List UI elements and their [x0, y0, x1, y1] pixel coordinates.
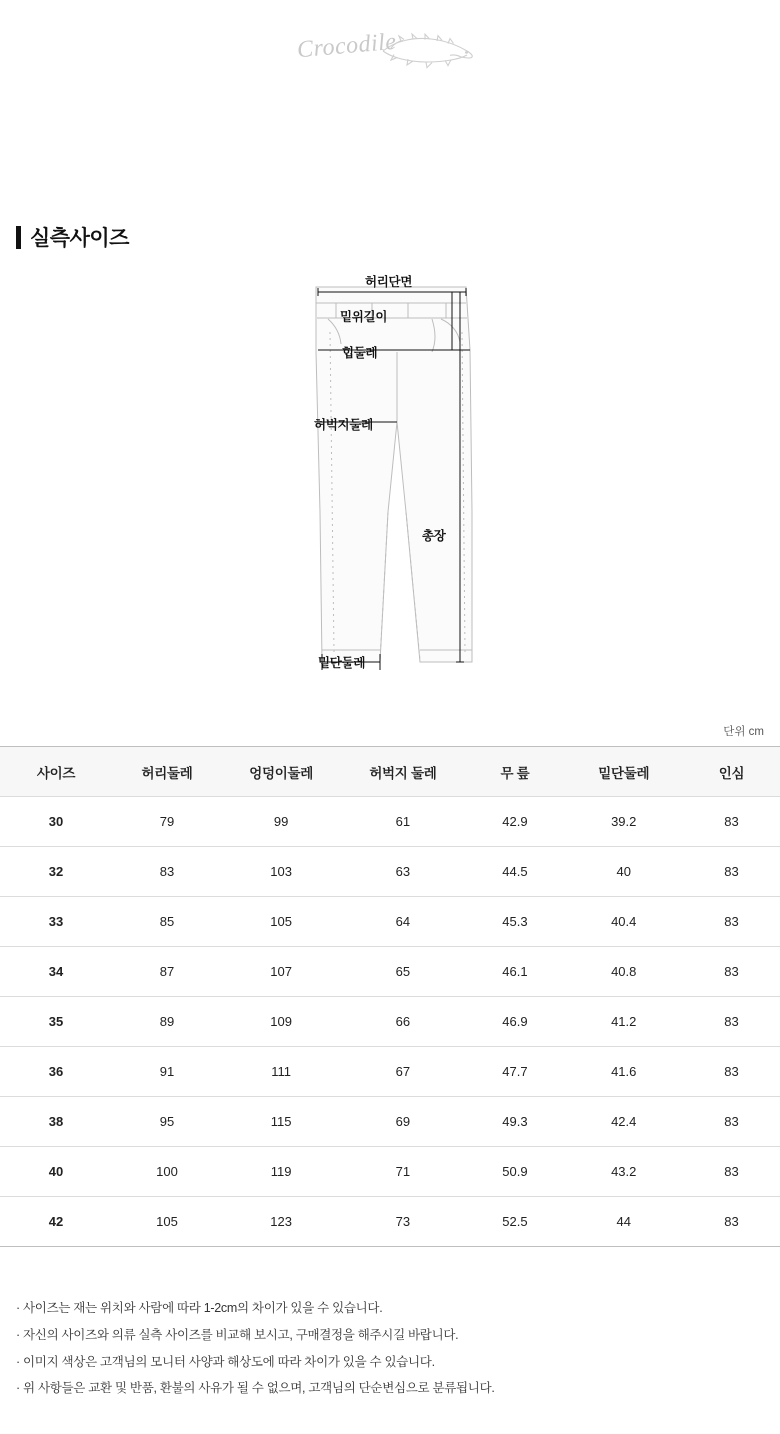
cell-hip: 103 [222, 847, 341, 897]
cell-thigh: 61 [340, 797, 465, 847]
cell-size: 42 [0, 1197, 112, 1247]
cell-waist: 85 [112, 897, 222, 947]
diagram-label-hem: 밑단둘레 [318, 656, 366, 670]
cell-waist: 89 [112, 997, 222, 1047]
cell-thigh: 66 [340, 997, 465, 1047]
cell-hem: 41.2 [564, 997, 683, 1047]
cell-size: 30 [0, 797, 112, 847]
cell-inseam: 83 [683, 897, 780, 947]
cell-hem: 42.4 [564, 1097, 683, 1147]
cell-knee: 46.1 [465, 947, 564, 997]
cell-thigh: 69 [340, 1097, 465, 1147]
pants-illustration [0, 262, 780, 712]
column-header-waist: 허리둘레 [112, 747, 222, 797]
page-title [16, 222, 129, 252]
cell-inseam: 83 [683, 1197, 780, 1247]
table-row [0, 1097, 780, 1147]
cell-hip: 107 [222, 947, 341, 997]
cell-waist: 105 [112, 1197, 222, 1247]
cell-hem: 41.6 [564, 1047, 683, 1097]
table-row [0, 897, 780, 947]
cell-inseam: 83 [683, 947, 780, 997]
cell-thigh: 63 [340, 847, 465, 897]
cell-knee: 50.9 [465, 1147, 564, 1197]
table-row [0, 1197, 780, 1247]
cell-waist: 91 [112, 1047, 222, 1097]
table-row [0, 1047, 780, 1097]
cell-thigh: 73 [340, 1197, 465, 1247]
note-item: · 사이즈는 재는 위치와 사람에 따라 1-2cm의 차이가 있을 수 있습니다. [16, 1301, 383, 1315]
table-row [0, 997, 780, 1047]
cell-hip: 105 [222, 897, 341, 947]
cell-inseam: 83 [683, 1147, 780, 1197]
title-accent-bar [16, 226, 21, 249]
cell-hem: 44 [564, 1197, 683, 1247]
cell-thigh: 64 [340, 897, 465, 947]
cell-thigh: 71 [340, 1147, 465, 1197]
cell-knee: 49.3 [465, 1097, 564, 1147]
cell-knee: 42.9 [465, 797, 564, 847]
cell-size: 35 [0, 997, 112, 1047]
table-row [0, 847, 780, 897]
cell-size: 36 [0, 1047, 112, 1097]
note-item: · 위 사항들은 교환 및 반품, 환불의 사유가 될 수 없으며, 고객님의 단순변심으로 분류됩니다. [16, 1381, 495, 1396]
cell-hip: 115 [222, 1097, 341, 1147]
unit-note: 단위 cm [723, 726, 764, 738]
cell-waist: 79 [112, 797, 222, 847]
cell-hip: 99 [222, 797, 341, 847]
cell-inseam: 83 [683, 847, 780, 897]
column-header-inseam: 인심 [683, 747, 780, 797]
cell-size: 40 [0, 1147, 112, 1197]
cell-hip: 119 [222, 1147, 341, 1197]
cell-hip: 123 [222, 1197, 341, 1247]
size-chart-table [0, 746, 780, 1247]
cell-size: 33 [0, 897, 112, 947]
diagram-label-thigh: 허벅지둘레 [314, 418, 373, 432]
cell-inseam: 83 [683, 997, 780, 1047]
cell-thigh: 67 [340, 1047, 465, 1097]
cell-knee: 46.9 [465, 997, 564, 1047]
column-header-knee: 무 릎 [465, 747, 564, 797]
cell-inseam: 83 [683, 1097, 780, 1147]
diagram-label-rise: 밑위길이 [340, 310, 388, 324]
cell-waist: 100 [112, 1147, 222, 1197]
cell-waist: 95 [112, 1097, 222, 1147]
cell-waist: 87 [112, 947, 222, 997]
cell-hip: 109 [222, 997, 341, 1047]
cell-inseam: 83 [683, 797, 780, 847]
table-header-row [0, 747, 780, 797]
cell-hip: 111 [222, 1047, 341, 1097]
cell-hem: 43.2 [564, 1147, 683, 1197]
brand-logo [0, 14, 780, 84]
title-text: 실측사이즈 [30, 227, 129, 250]
cell-knee: 52.5 [465, 1197, 564, 1247]
column-header-thigh: 허벅지 둘레 [340, 747, 465, 797]
cell-hem: 39.2 [564, 797, 683, 847]
cell-size: 38 [0, 1097, 112, 1147]
cell-size: 32 [0, 847, 112, 897]
note-item: · 자신의 사이즈와 의류 실측 사이즈를 비교해 보시고, 구매결정을 해주시길 바랍니다. [16, 1327, 459, 1342]
column-header-hip: 엉덩이둘레 [222, 747, 341, 797]
note-item: · 이미지 색상은 고객님의 모니터 사양과 해상도에 따라 차이가 있을 수 있습니다. [16, 1354, 435, 1369]
table-row [0, 797, 780, 847]
cell-hem: 40 [564, 847, 683, 897]
table-row [0, 947, 780, 997]
cell-inseam: 83 [683, 1047, 780, 1097]
notes-list [16, 1302, 756, 1409]
cell-hem: 40.4 [564, 897, 683, 947]
cell-size: 34 [0, 947, 112, 997]
table-row [0, 1147, 780, 1197]
column-header-hem: 밑단둘레 [564, 747, 683, 797]
measurement-diagram [0, 262, 780, 712]
cell-hem: 40.8 [564, 947, 683, 997]
cell-thigh: 65 [340, 947, 465, 997]
cell-knee: 44.5 [465, 847, 564, 897]
cell-waist: 83 [112, 847, 222, 897]
diagram-label-total-length: 총장 [422, 529, 446, 543]
cell-knee: 45.3 [465, 897, 564, 947]
cell-knee: 47.7 [465, 1047, 564, 1097]
column-header-size: 사이즈 [0, 747, 112, 797]
diagram-label-hip: 힙둘레 [342, 346, 378, 360]
brand-logo-text: Crocodile [296, 28, 398, 64]
diagram-label-waist-width: 허리단면 [365, 275, 413, 289]
